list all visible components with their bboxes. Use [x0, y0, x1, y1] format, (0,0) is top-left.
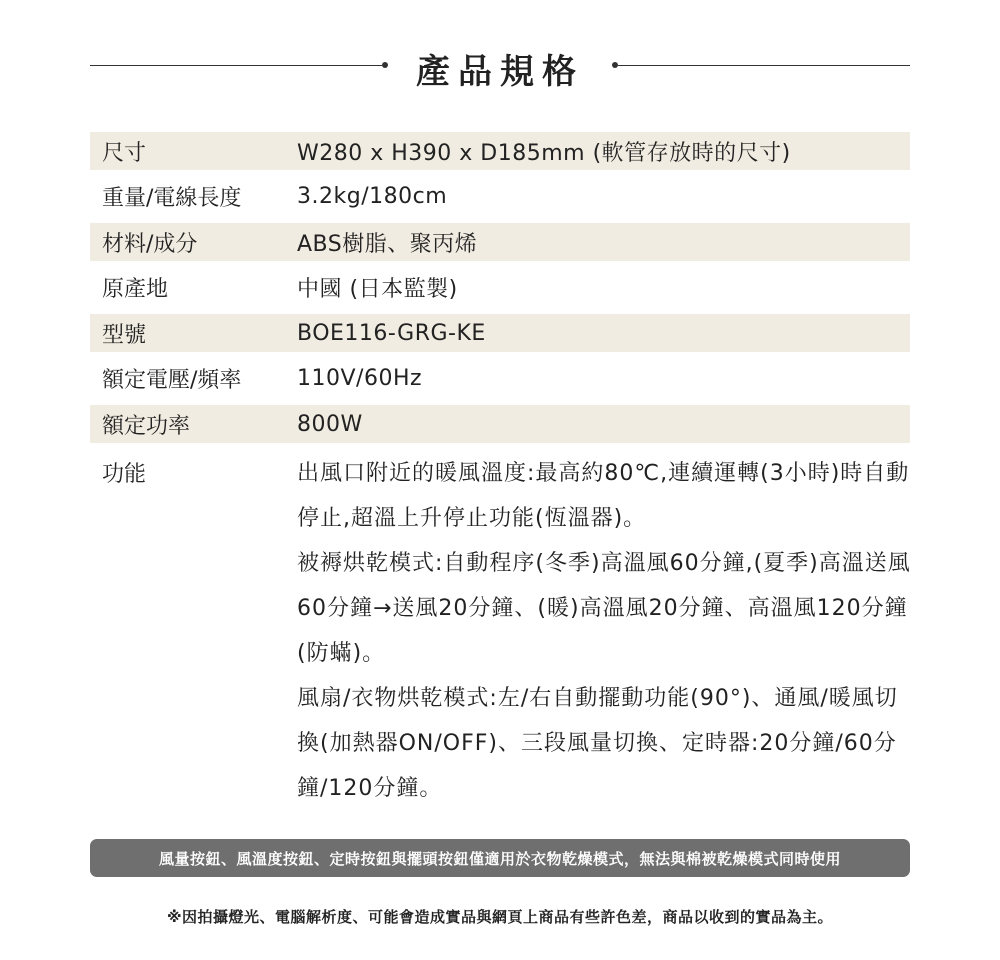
spec-value: ABS樹脂、聚丙烯 [297, 231, 478, 257]
spec-label: 材料/成分 [102, 231, 198, 257]
spec-value: W280 x H390 x D185mm (軟管存放時的尺寸) [297, 140, 791, 166]
spec-label: 原產地 [102, 277, 169, 302]
notice-text: 風量按鈕、風溫度按鈕、定時按鈕與擺頭按鈕僅適用於衣物乾燥模式，無法與棉被乾燥模式同時使用 [158, 849, 841, 868]
notice-banner [90, 839, 910, 877]
disclaimer-text: ※因拍攝燈光、電腦解析度、可能會造成實品與網頁上商品有些許色差，商品以收到的實品為主。 [166, 908, 834, 926]
spec-row-size [90, 132, 910, 170]
spec-row-material [90, 223, 910, 261]
spec-value: 中國 (日本監製) [297, 277, 458, 302]
spec-label: 額定功率 [102, 413, 191, 439]
spec-row-origin [90, 269, 910, 307]
spec-label: 型號 [102, 322, 147, 348]
spec-label: 功能 [102, 461, 147, 487]
spec-value: 3.2kg/180cm [297, 184, 448, 209]
spec-label: 額定電壓/頻率 [102, 368, 242, 393]
function-paragraph: 出風口附近的暖風溫度:最高約80℃,連續運轉(3小時)時自動停止,超溫上升停止功能(恆溫器)。 [297, 460, 910, 531]
spec-row-weight [90, 178, 910, 216]
function-description [297, 451, 919, 811]
spec-value: BOE116-GRG-KE [297, 320, 486, 346]
spec-label: 重量/電線長度 [102, 186, 242, 211]
spec-value: 800W [297, 411, 363, 437]
spec-table [90, 132, 910, 818]
section-title: 產品規格 [416, 52, 584, 92]
header-divider-right [618, 65, 910, 66]
spec-row-voltage [90, 360, 910, 398]
spec-row-model [90, 314, 910, 352]
spec-row-power [90, 405, 910, 443]
spec-label: 尺寸 [102, 140, 147, 166]
spec-value: 110V/60Hz [297, 366, 423, 391]
function-paragraph: 風扇/衣物烘乾模式:左/右自動擺動功能(90°)、通風/暖風切換(加熱器ON/OFF)、三段風量切換、定時器:20分鐘/60分鐘/120分鐘。 [297, 685, 898, 801]
function-paragraph: 被褥烘乾模式:自動程序(冬季)高溫風60分鐘,(夏季)高溫送風60分鐘→送風20分鐘、(暖)高溫風20分鐘、高溫風120分鐘(防蟎)。 [297, 550, 911, 666]
section-header [90, 40, 910, 94]
spec-row-function [90, 451, 910, 811]
